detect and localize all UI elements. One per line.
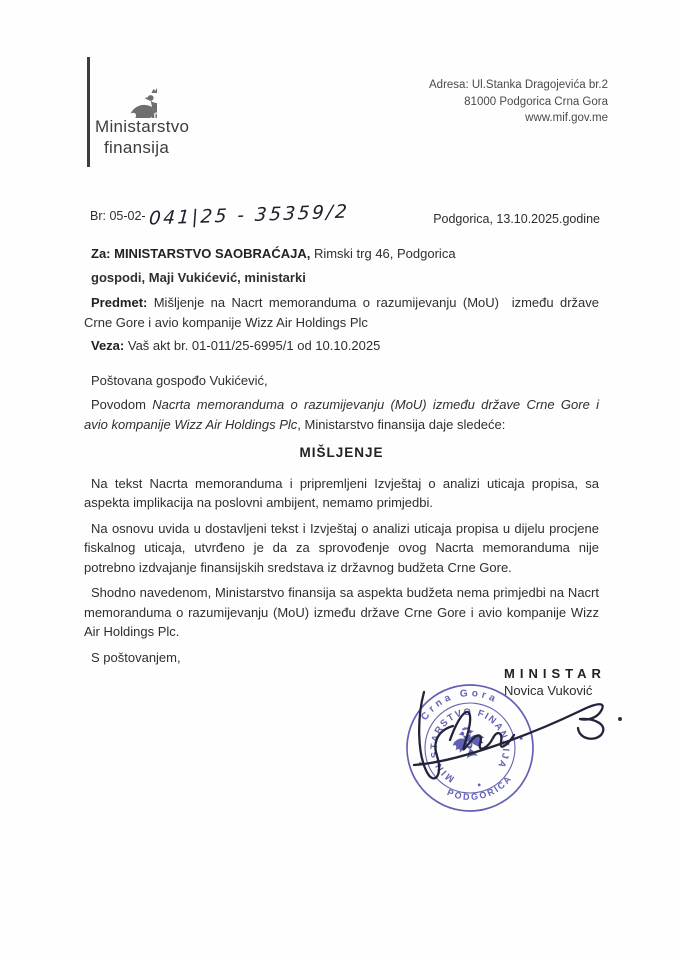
reference-number-line (90, 201, 350, 230)
signer-title: MINISTAR (504, 666, 606, 681)
paragraph-1: Na tekst Nacrta memoranduma i pripremljeni Izvještaj o analizi uticaja propisa, sa aspekta implikacija na poslovni ambijent, nemamo primjedbi. (84, 475, 599, 510)
stamp-ministry-text: MINISTARSTVO FINANSIJA (428, 706, 512, 785)
paragraph-3: Shodno navedenom, Ministarstvo finansija sa aspekta budžeta nema primjedbi na Nacrt memoranduma o razumijevanju (MoU) između države Crne Gore i avio kompanije Wizz Air Holdings Plc. (84, 585, 599, 639)
stamp-city-text: PODGORICA (445, 772, 515, 803)
intro-document-title: Nacrta memoranduma o razumijevanju (MoU) između države Crne Gore i avio kompanije Wizz Air Holdings Plc (84, 397, 599, 432)
reference-doc-line (84, 336, 599, 356)
reference-doc-text: Vaš akt br. 01-011/25-6995/1 od 10.10.2025 (124, 338, 381, 353)
ministry-name-line2: finansija (104, 138, 170, 157)
opinion-heading: MIŠLJENJE (299, 445, 384, 460)
intro-paragraph (84, 395, 599, 434)
website-url: www.mif.gov.me (525, 112, 608, 124)
place-and-date: Podgorica, 13.10.2025.godine (433, 212, 600, 226)
recipient-ministry: Za: MINISTARSTVO SAOBRAĆAJA, (91, 246, 311, 261)
recipient-address: Rimski trg 46, Podgorica (310, 246, 456, 261)
intro-lead: Povodom (91, 397, 153, 412)
montenegro-coat-of-arms-icon (99, 58, 157, 118)
handwritten-signature-icon (408, 678, 633, 788)
intro-tail: , Ministarstvo finansija daje sledeće: (297, 416, 506, 432)
address-city: 81000 Podgorica Crna Gora (464, 95, 608, 108)
handwritten-reference-number: 041|25 - 35359/2 (147, 201, 350, 230)
subject-text: Mišljenje na Nacrt memoranduma o razumijevanju (MoU) između države Crne Gore i avio kompanije Wizz Air Holdings Plc (84, 295, 603, 330)
subject-label: Predmet: (91, 295, 148, 310)
ministry-name (95, 116, 189, 158)
stamp-country-text: Crna Gora (419, 687, 500, 723)
letter-body (84, 244, 603, 667)
closing-line: S poštovanjem, (91, 649, 181, 665)
reference-doc-label: Veza: (91, 338, 125, 353)
recipient-line (84, 244, 599, 264)
letterhead-address (429, 77, 608, 127)
reference-number-label: Br: 05-02- (90, 209, 146, 223)
salutation: Poštovana gospođo Vukićević, (91, 372, 268, 388)
subject-line (84, 293, 603, 332)
signer-name: Novica Vuković (504, 683, 593, 698)
paragraph-2: Na osnovu uvida u dostavljeni tekst i Izvještaj o analizi uticaja propisa u dijelu procjene fiskalnog uticaja, utvrđeno je da za sprovođenje ovog Nacrta memoranduma nije potrebno izdvajanje finansijskih sredstava iz državnog budžeta Crne Gore. (84, 520, 599, 575)
letterhead-divider (87, 57, 90, 167)
address-street: Adresa: Ul.Stanka Dragojevića br.2 (429, 79, 608, 91)
attention-line: gospodi, Maji Vukićević, ministarki (91, 269, 306, 285)
ministry-name-line1: Ministarstvo (95, 117, 190, 136)
